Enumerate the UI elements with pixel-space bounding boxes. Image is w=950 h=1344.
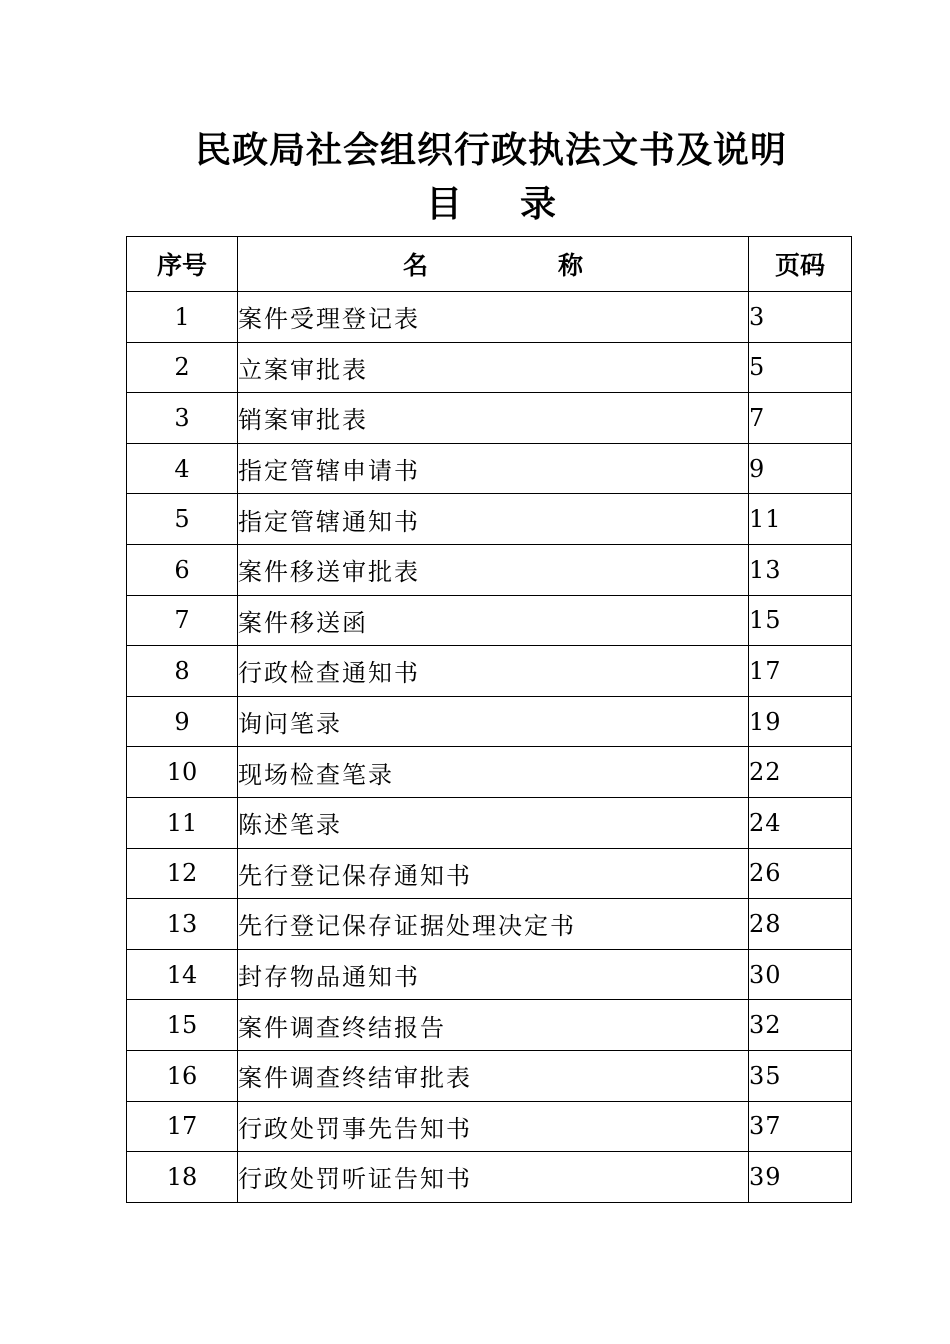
row-document-name: 案件移送函 (238, 595, 749, 646)
row-document-name: 案件受理登记表 (238, 292, 749, 343)
row-page-number: 28 (749, 899, 852, 950)
row-page-number: 3 (749, 292, 852, 343)
table-row (127, 949, 852, 1000)
row-document-name: 封存物品通知书 (238, 949, 749, 1000)
row-document-name: 指定管辖申请书 (238, 443, 749, 494)
row-number: 9 (127, 696, 238, 747)
table-row (127, 342, 852, 393)
row-document-name: 行政处罚听证告知书 (238, 1152, 749, 1203)
row-number: 6 (127, 544, 238, 595)
row-page-number: 11 (749, 494, 852, 545)
table-row (127, 1050, 852, 1101)
header-name-char-2: 称 (558, 251, 584, 280)
row-page-number: 19 (749, 696, 852, 747)
row-document-name: 立案审批表 (238, 342, 749, 393)
table-row (127, 696, 852, 747)
row-page-number: 7 (749, 393, 852, 444)
row-number: 15 (127, 1000, 238, 1051)
row-document-name: 销案审批表 (238, 393, 749, 444)
table-row (127, 1000, 852, 1051)
table-row (127, 1152, 852, 1203)
row-number: 8 (127, 646, 238, 697)
subtitle-char-1: 目 (425, 183, 462, 225)
header-name (238, 237, 749, 292)
row-page-number: 13 (749, 544, 852, 595)
row-number: 18 (127, 1152, 238, 1203)
row-page-number: 24 (749, 797, 852, 848)
row-document-name: 现场检查笔录 (238, 747, 749, 798)
row-number: 2 (127, 342, 238, 393)
row-document-name: 行政处罚事先告知书 (238, 1101, 749, 1152)
table-header-row (127, 237, 852, 292)
table-row (127, 393, 852, 444)
row-document-name: 行政检查通知书 (238, 646, 749, 697)
row-number: 17 (127, 1101, 238, 1152)
row-document-name: 先行登记保存通知书 (238, 848, 749, 899)
table-body (127, 292, 852, 1203)
row-document-name: 陈述笔录 (238, 797, 749, 848)
document-subtitle (0, 180, 950, 228)
row-number: 1 (127, 292, 238, 343)
row-number: 16 (127, 1050, 238, 1101)
header-page: 页码 (749, 237, 852, 292)
row-document-name: 指定管辖通知书 (238, 494, 749, 545)
row-document-name: 案件调查终结报告 (238, 1000, 749, 1051)
row-document-name: 询问笔录 (238, 696, 749, 747)
table-row (127, 544, 852, 595)
row-number: 12 (127, 848, 238, 899)
row-number: 10 (127, 747, 238, 798)
row-page-number: 9 (749, 443, 852, 494)
row-number: 3 (127, 393, 238, 444)
table-row (127, 494, 852, 545)
table-row (127, 443, 852, 494)
table-row (127, 848, 852, 899)
row-page-number: 35 (749, 1050, 852, 1101)
table-row (127, 595, 852, 646)
row-page-number: 39 (749, 1152, 852, 1203)
header-name-char-1: 名 (402, 251, 428, 280)
row-page-number: 26 (749, 848, 852, 899)
row-number: 5 (127, 494, 238, 545)
row-number: 13 (127, 899, 238, 950)
table-of-contents (126, 236, 852, 1203)
row-page-number: 15 (749, 595, 852, 646)
table-row (127, 747, 852, 798)
row-number: 11 (127, 797, 238, 848)
table-row (127, 1101, 852, 1152)
row-page-number: 22 (749, 747, 852, 798)
row-document-name: 先行登记保存证据处理决定书 (238, 899, 749, 950)
document-title: 民政局社会组织行政执法文书及说明 (194, 129, 787, 171)
table-row (127, 899, 852, 950)
table-row (127, 646, 852, 697)
row-page-number: 17 (749, 646, 852, 697)
row-page-number: 32 (749, 1000, 852, 1051)
row-document-name: 案件移送审批表 (238, 544, 749, 595)
row-page-number: 30 (749, 949, 852, 1000)
row-document-name: 案件调查终结审批表 (238, 1050, 749, 1101)
row-page-number: 37 (749, 1101, 852, 1152)
row-number: 4 (127, 443, 238, 494)
header-number: 序号 (127, 237, 238, 292)
subtitle-char-2: 录 (520, 183, 557, 225)
row-page-number: 5 (749, 342, 852, 393)
table-row (127, 292, 852, 343)
table-row (127, 797, 852, 848)
row-number: 7 (127, 595, 238, 646)
row-number: 14 (127, 949, 238, 1000)
